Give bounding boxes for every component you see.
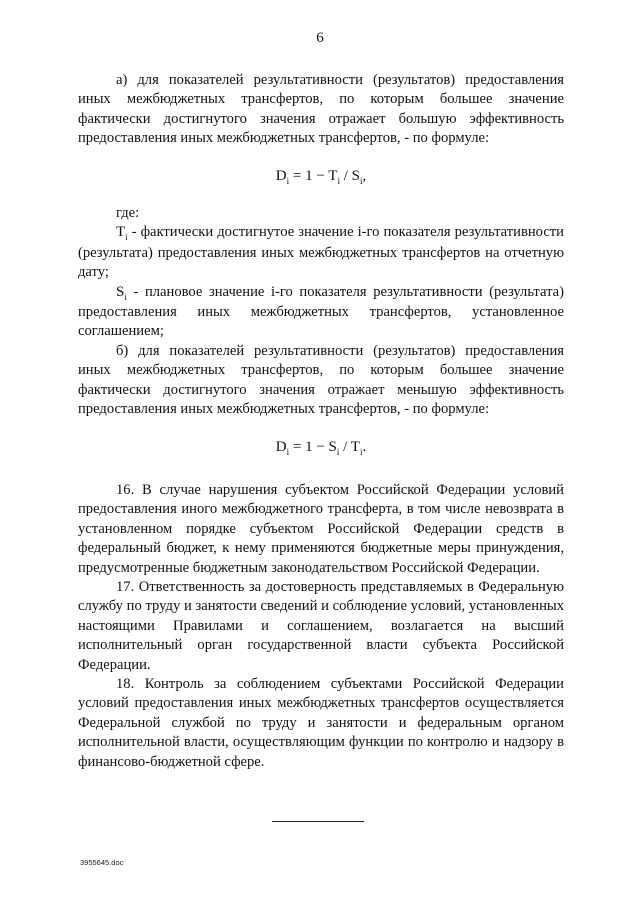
formula-middle: = 1 − T [289,167,338,184]
formula-lhs-sub: i [286,175,290,186]
end-divider [272,821,364,822]
paragraph-b: б) для показателей результативности (результатов) предоставления иных межбюджетных трансфертов, по которым большее значение фактически достигнутого значения отражает меньшую эффективность предоставления иных межбюджетных трансфертов, - по формуле: [78,342,564,418]
definition-s-symbol [116,284,127,300]
formula2-lhs-sub: i [286,446,290,457]
formula-inverse [78,438,564,458]
paragraph-18: 18. Контроль за соблюдением субъектами Российской Федерации условий предоставления иных межбюджетных трансфертов осуществляется Федеральной службой по труду и занятости и федеральным органом исполнительной власти, осуществляющим функции по контролю и надзору в финансово-бюджетной сфере. [78,675,564,770]
paragraph-16: 16. В случае нарушения субъектом Российской Федерации условий предоставления иного межбюджетного трансферта, в том числе невозврата в установленном порядке субъектом Российской Федерации средств в федеральный бюджет, к нему применяются бюджетные меры принуждения, предусмотренные бюджетным законодательством Российской Федерации. [78,481,564,576]
definition-t [78,223,564,282]
definition-s [78,283,564,342]
definition-t-text: - фактически достигнутое значение i-го показателя результативности (результата) предоставления иных межбюджетных трансфертов на отчетную дату; [78,224,564,281]
formula2-rhs: / T [339,438,360,455]
footer-doc-id: 3955645.doc [80,858,124,867]
definition-s-letter: S [116,283,125,300]
formula-middle-sub: i [337,175,340,186]
formula2-middle-sub: i [336,446,340,457]
definition-t-symbol [116,224,128,243]
formula-rhs: / S [339,167,360,184]
where-label: где: [116,205,140,222]
definition-s-sub: i [124,291,127,302]
formula2-lhs: D [275,438,287,455]
definition-s-text: - плановое значение i-го показателя результативности (результата) предоставления иных межбюджетных трансфертов, установленное соглашением; [78,283,564,340]
formula-direct [78,167,564,187]
formula-tail: , [362,167,367,184]
paragraph-a: а) для показателей результативности (результатов) предоставления иных межбюджетных трансфертов, по которым большее значение фактически достигнутого значения отражает большую эффективность предоставления иных межбюджетных трансфертов, - по формуле: [78,72,564,147]
formula-rhs-sub: i [359,175,363,186]
formula2-middle: = 1 − S [289,438,337,455]
formula2-rhs-sub: i [359,446,363,457]
formula2-tail: . [362,438,367,455]
page-number: 6 [316,30,324,46]
definition-t-letter: T [116,224,126,241]
document-body [78,71,564,772]
definition-t-sub: i [125,232,128,243]
formula-lhs: D [275,167,287,184]
paragraph-17: 17. Ответственность за достоверность представляемых в Федеральную службу по труду и занятости сведений и соблюдение условий, установленных настоящими Правилами и соглашением, возлагается на высший исполнительный орган государственной власти субъекта Российской Федерации. [78,578,564,673]
